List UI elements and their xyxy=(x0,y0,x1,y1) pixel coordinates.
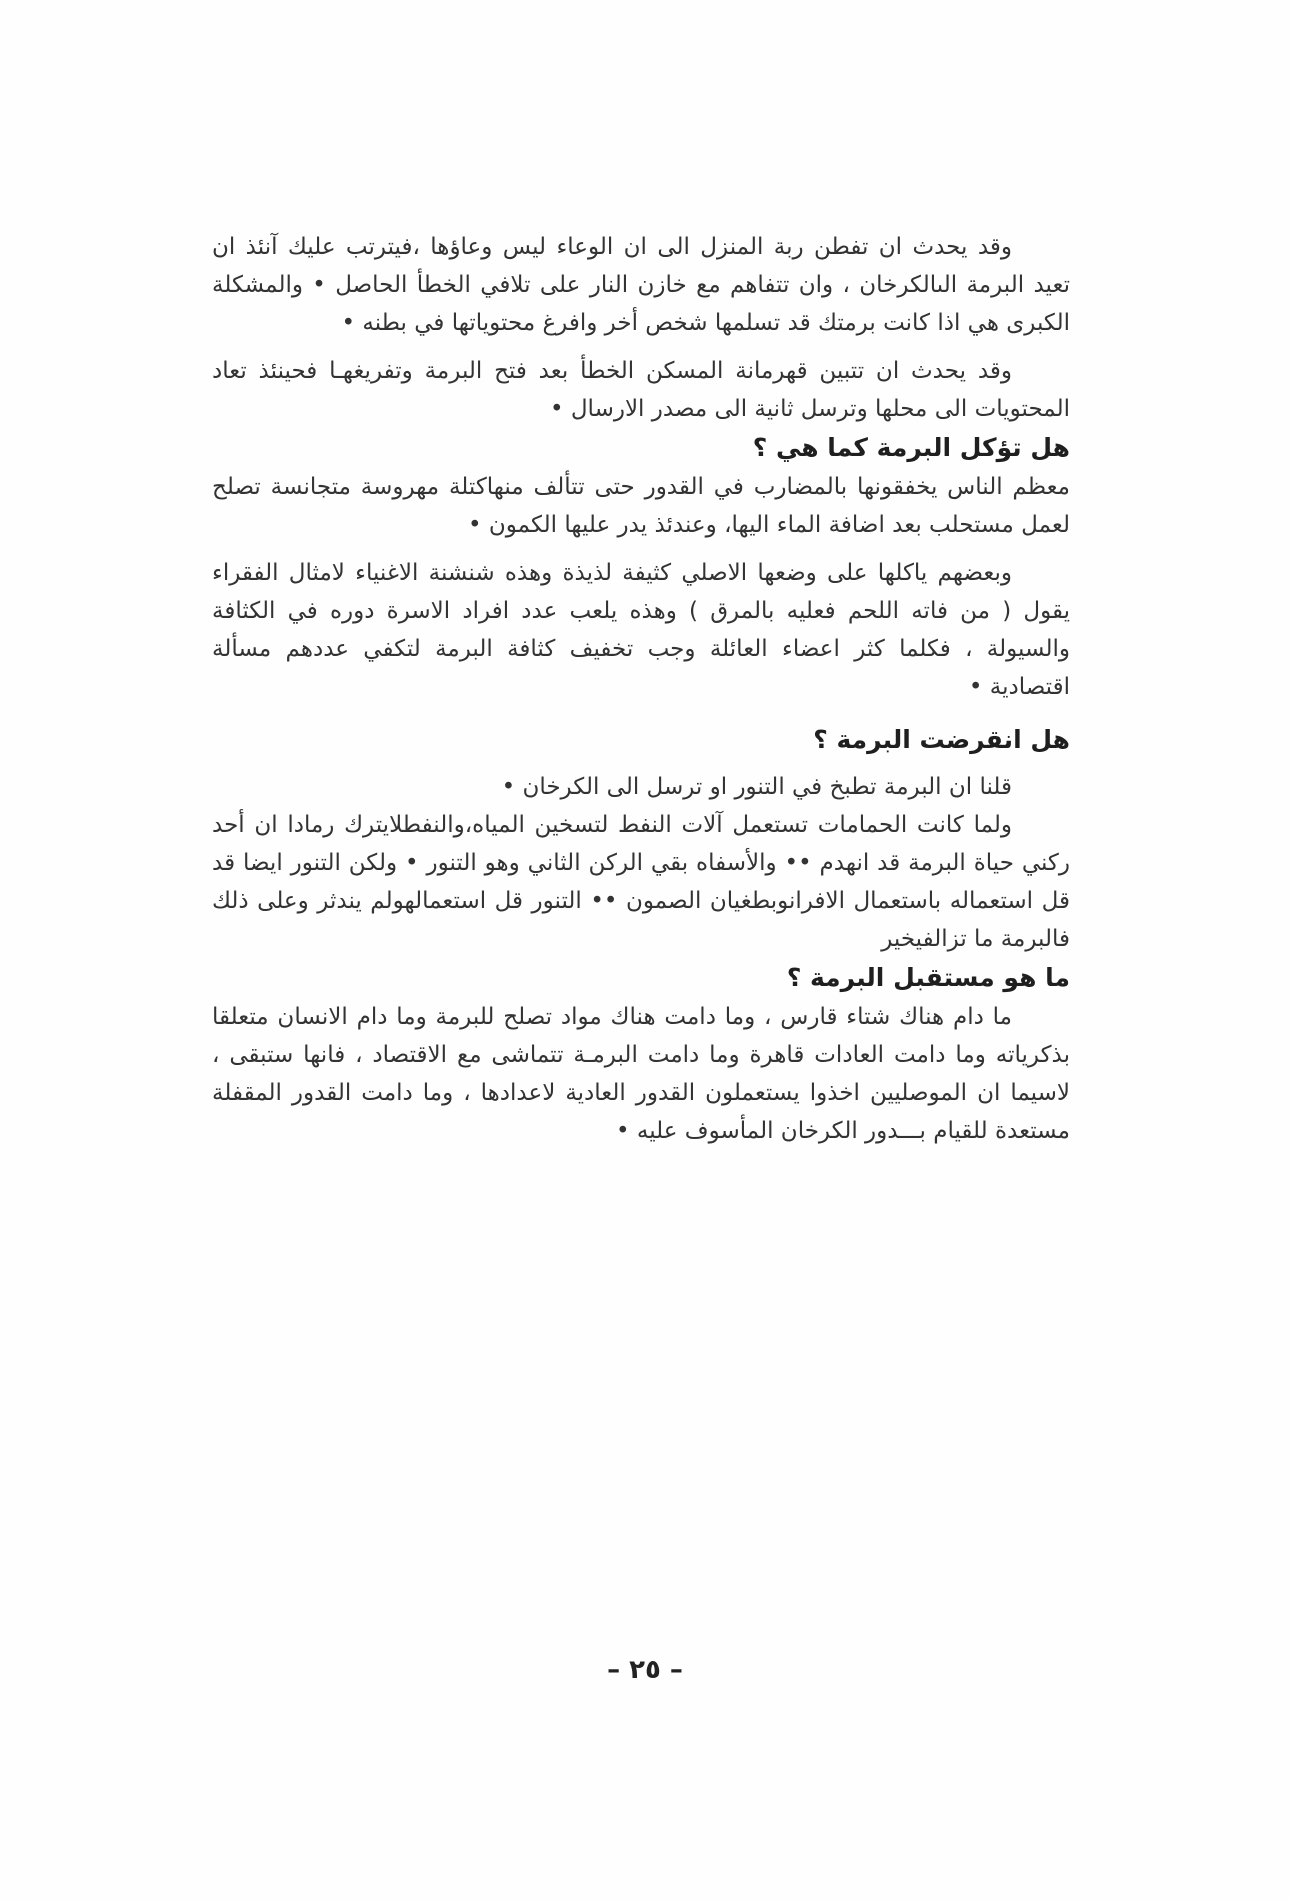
heading-eaten-as-is: هل تؤكل البرمة كما هي ؟ xyxy=(752,433,1070,462)
body-text xyxy=(212,228,1070,1160)
paragraph-whisked: معظم الناس يخفقونها بالمضارب في القدور حتى تتألف منهاكتلة مهروسة متجانسة تصلح لعمل مستحلب بعد اضافة الماء اليها، وعندئذ يدر عليها الكمون • xyxy=(212,474,1070,538)
paragraph-housekeeper: وقد يحدث ان تتبين قهرمانة المسكن الخطأ بعد فتح البرمة وتفريغهـا فحينئذ تعاد المحتويات الى محلها وترسل ثانية الى مصدر الارسال • xyxy=(212,358,1070,422)
heading-extinct: هل انقرضت البرمة ؟ xyxy=(813,725,1070,754)
paragraph-future: ما دام هناك شتاء قارس ، وما دامت هناك مواد تصلح للبرمة وما دام الانسان متعلقا بذكرياته وما دامت العادات قاهرة وما دامت البرمـة تتماشى مع الاقتصاد ، فانها ستبقى ، لاسيما ان الموصليين اخذوا يستعملون القدور العادية لاعدادها ، وما دامت القدور المقفلة مستعدة للقيام بـــدور الكرخان المأسوف عليه • xyxy=(212,1004,1070,1144)
page-number: – ٢٥ – xyxy=(607,1655,683,1685)
paragraph-mistaken-pot: وقد يحدث ان تفطن ربة المنزل الى ان الوعاء ليس وعاؤها ،فيترتب عليك آنئذ ان تعيد البرمة الىالكرخان ، وان تتفاهم مع خازن النار على تلافي الخطأ الحاصل • والمشكلة الكبرى هي اذا كانت برمتك قد تسلمها شخص أخر وافرغ محتوياتها في بطنه • xyxy=(212,234,1070,336)
heading-future: ما هو مستقبل البرمة ؟ xyxy=(786,963,1070,992)
paragraph-baths-kerosene: ولما كانت الحمامات تستعمل آلات النفط لتسخين المياه،والنفطلايترك رمادا ان أحد ركني حياة البرمة قد انهدم •• والأسفاه بقي الركن الثاني وهو التنور • ولكن التنور ايضا قد قل استعماله باستعمال الافرانوبطغيان الصمون •• التنور قل استعمالهولم يندثر وعلى ذلك فالبرمة ما تزالفيخير xyxy=(212,812,1070,952)
paragraph-eaten-thick: وبعضهم ياكلها على وضعها الاصلي كثيفة لذيذة وهذه شنشنة الاغنياء لامثال الفقراء يقول ( من فاته اللحم فعليه بالمرق ) وهذه يلعب عدد افراد الاسرة دوره في الكثافة والسيولة ، فكلما كثر اعضاء العائلة وجب تخفيف كثافة البرمة لتكفي عددهم مسألة اقتصادية • xyxy=(212,560,1070,700)
paragraph-cooked-in-oven: قلنا ان البرمة تطبخ في التنور او ترسل الى الكرخان • xyxy=(501,774,1012,800)
